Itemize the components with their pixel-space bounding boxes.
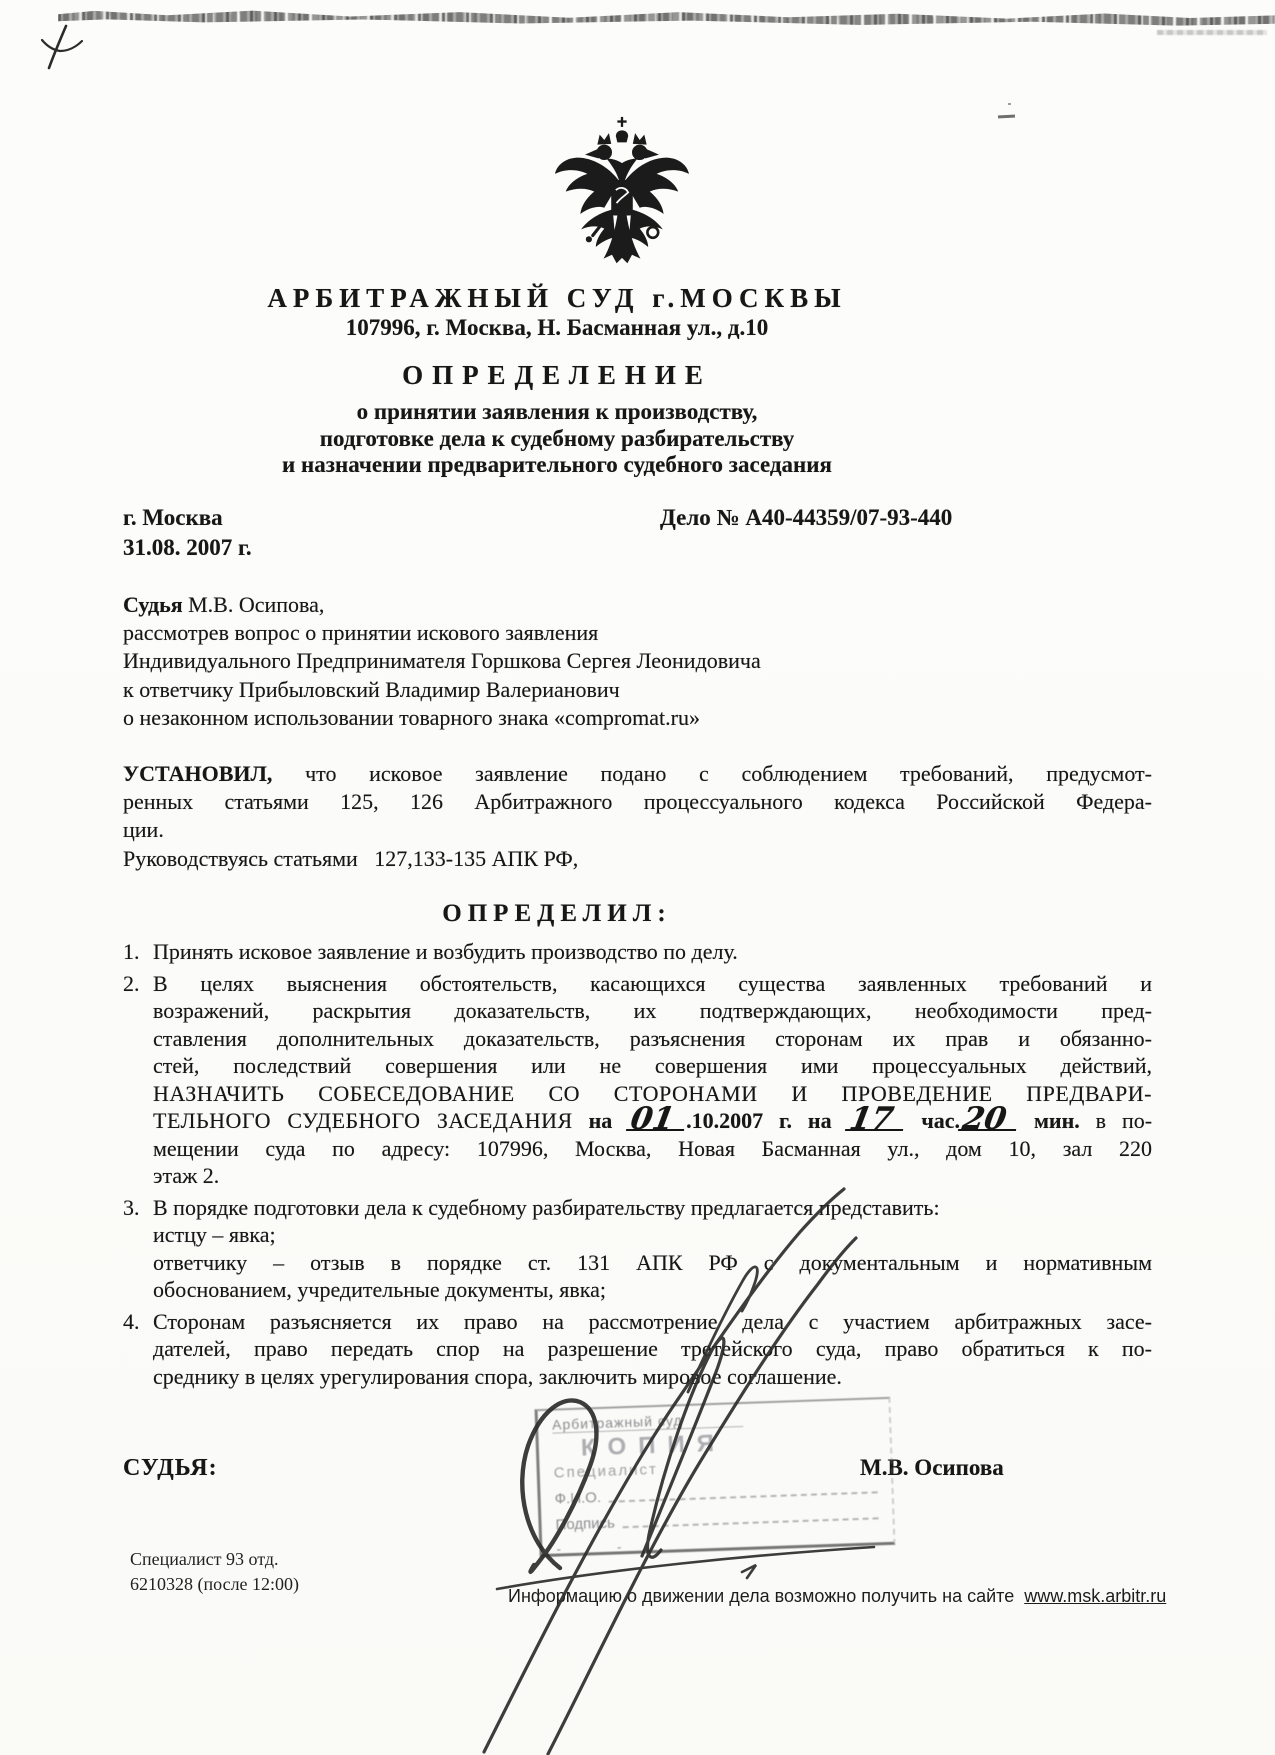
stamp-fio-label: Ф.И.О. — [554, 1488, 602, 1508]
scan-artifact-strip — [58, 9, 1275, 26]
schedule-on: на — [588, 1108, 613, 1133]
resolution-item-3 — [123, 1194, 1152, 1304]
intro-line-defendant: к ответчику Прибыловский Владимир Валерианович — [123, 676, 620, 702]
handwritten-page-number-mark — [30, 18, 100, 78]
item-text-line: Сторонам разъясняется их право на рассмотрение дела с участием арбитражных засе- — [153, 1308, 1152, 1334]
specialist-phone: 6210328 (после 12:00) — [130, 1574, 300, 1594]
specialist-dept: Специалист 93 отд. — [130, 1549, 279, 1569]
scan-dot-mark — [1008, 103, 1011, 105]
judge-name: М.В. Осипова, — [188, 592, 325, 617]
case-city: г. Москва — [123, 505, 223, 530]
intro-line-claimant: Индивидуального Предпринимателя Горшкова Сергея Леонидовича — [123, 648, 761, 674]
item-text-line: обоснованием, учредительные документы, явка; — [153, 1277, 606, 1302]
subtitle-line: и назначении предварительного судебного заседания — [282, 452, 832, 477]
item-text-line: этаж 2. — [153, 1163, 220, 1188]
judge-line — [123, 591, 1152, 619]
court-website-url: www.msk.arbitr.ru — [1024, 1586, 1167, 1606]
item-text: Принять исковое заявление и возбудить производство по делу. — [153, 939, 738, 964]
subtitle-line: подготовке дела к судебному разбирательству — [319, 425, 795, 451]
stamp-fill-line — [609, 1490, 878, 1502]
established-line-guided-by: Руководствуясь статьями 127,133-135 АПК РФ, — [123, 845, 579, 871]
item-text-line: В порядке подготовки дела к судебному разбирательству предлагается представить: — [153, 1194, 940, 1220]
court-address: 107996, г. Москва, Н. Басманная ул., д.10 — [345, 315, 769, 340]
judge-signature-label: СУДЬЯ: — [123, 1455, 218, 1481]
established-line: ренных статьями 125, 126 Арбитражного процессуального кодекса Российской Федера- — [123, 789, 1152, 815]
document-title: ОПРЕДЕЛЕНИЕ — [402, 360, 712, 390]
schedule-date: .10.2007 г. на — [686, 1108, 832, 1133]
schedule-minutes-label: мин. — [1033, 1108, 1080, 1133]
established-block — [123, 760, 1152, 873]
stamp-fio-row — [554, 1479, 879, 1507]
item-text-line: ответчику – отзыв в порядке ст. 131 АПК РФ с документальным и нормативным — [153, 1249, 1152, 1275]
item-text-line: среднику в целях урегулирования спора, заключить мировое соглашение. — [153, 1363, 842, 1389]
resolution-item-2 — [123, 970, 1152, 1190]
item-marker: 4. — [123, 1308, 140, 1334]
hearing-schedule-line — [153, 1101, 1153, 1137]
intro-block — [123, 591, 1152, 732]
schedule-caps: ТЕЛЬНОГО СУДЕБНОГО ЗАСЕДАНИЯ — [153, 1108, 573, 1133]
specialist-footer — [130, 1547, 299, 1597]
intro-line-subject: о незаконном использовании товарного знака «compromat.ru» — [123, 704, 700, 730]
established-line-rest: что исковое заявление подано с соблюдением требований, предусмот- — [305, 761, 1152, 786]
stamp-court-line: Арбитражный суд — [552, 1410, 743, 1434]
case-info-row — [123, 505, 1152, 565]
copy-stamp — [535, 1397, 896, 1557]
handwritten-day: 01 — [626, 1109, 688, 1131]
resolution-item-1 — [123, 938, 1152, 966]
handwritten-hour: 17 — [845, 1109, 907, 1131]
judge-label: Судья — [123, 592, 183, 617]
schedule-hours-label: час. — [921, 1108, 961, 1133]
stamp-specialist-label: Специалист — [553, 1460, 659, 1482]
handwritten-minute: 20 — [958, 1109, 1020, 1131]
stamp-dashes: - - — [556, 1537, 648, 1557]
resolved-heading: ОПРЕДЕЛИЛ: — [442, 900, 672, 927]
intro-line: рассмотрев вопрос о принятии искового заявления — [123, 620, 599, 646]
item-text-line: В целях выяснения обстоятельств, касающихся существа заявленных требований и — [153, 970, 1152, 996]
resolution-items — [123, 938, 1152, 1394]
judge-signature-name: М.В. Осипова — [860, 1455, 1004, 1480]
case-number: Дело № А40-44359/07-93-440 — [660, 505, 953, 530]
stamp-copy-label: КОПИЯ — [580, 1429, 727, 1462]
established-line — [123, 760, 1152, 788]
item-text-line: ставления дополнительных доказательств, разъяснения сторонам их прав и обязанно- — [153, 1025, 1152, 1051]
subtitle-line: о принятии заявления к производству, — [356, 399, 758, 424]
court-name: АРБИТРАЖНЫЙ СУД г.МОСКВЫ — [267, 283, 847, 313]
schedule-tail: в по- — [1095, 1108, 1153, 1133]
stamp-fill-line — [623, 1516, 879, 1528]
stamp-sign-row — [555, 1505, 880, 1533]
scan-artifact-strip-small — [1157, 30, 1267, 35]
scan-dash-mark — [998, 115, 1015, 119]
established-keyword: УСТАНОВИЛ, — [123, 761, 273, 786]
item-marker: 2. — [123, 970, 140, 996]
item-text-line: истцу – явка; — [153, 1222, 276, 1247]
case-date: 31.08. 2007 г. — [123, 535, 252, 560]
item-marker: 1. — [123, 939, 140, 964]
resolution-item-4 — [123, 1308, 1152, 1391]
item-marker: 3. — [123, 1194, 140, 1220]
stamp-sign-label: Подпись — [555, 1514, 616, 1534]
item-text-line: возражений, раскрытия доказательств, их подтверждающих, необходимости пред- — [153, 998, 1152, 1023]
coat-of-arms-eagle-icon — [545, 112, 699, 282]
established-line: ции. — [123, 817, 164, 843]
item-text-line: стей, последствий совершения или не совершения ими процессуальных действий, — [153, 1053, 1152, 1078]
info-text: Информацию о движении дела возможно получить на сайте — [508, 1586, 1015, 1606]
document-subtitle — [0, 399, 1114, 479]
case-info-footer — [508, 1586, 1166, 1607]
item-text-line-caps: НАЗНАЧИТЬ СОБЕСЕДОВАНИЕ СО СТОРОНАМИ И ПРОВЕДЕНИЕ ПРЕДВАРИ- — [153, 1080, 1152, 1106]
item-text-line: дателей, право передать спор на разрешение третейского суда, право обратиться к по- — [153, 1336, 1152, 1361]
item-text-line: мещении суда по адресу: 107996, Москва, Новая Басманная ул., дом 10, зал 220 — [153, 1135, 1152, 1161]
